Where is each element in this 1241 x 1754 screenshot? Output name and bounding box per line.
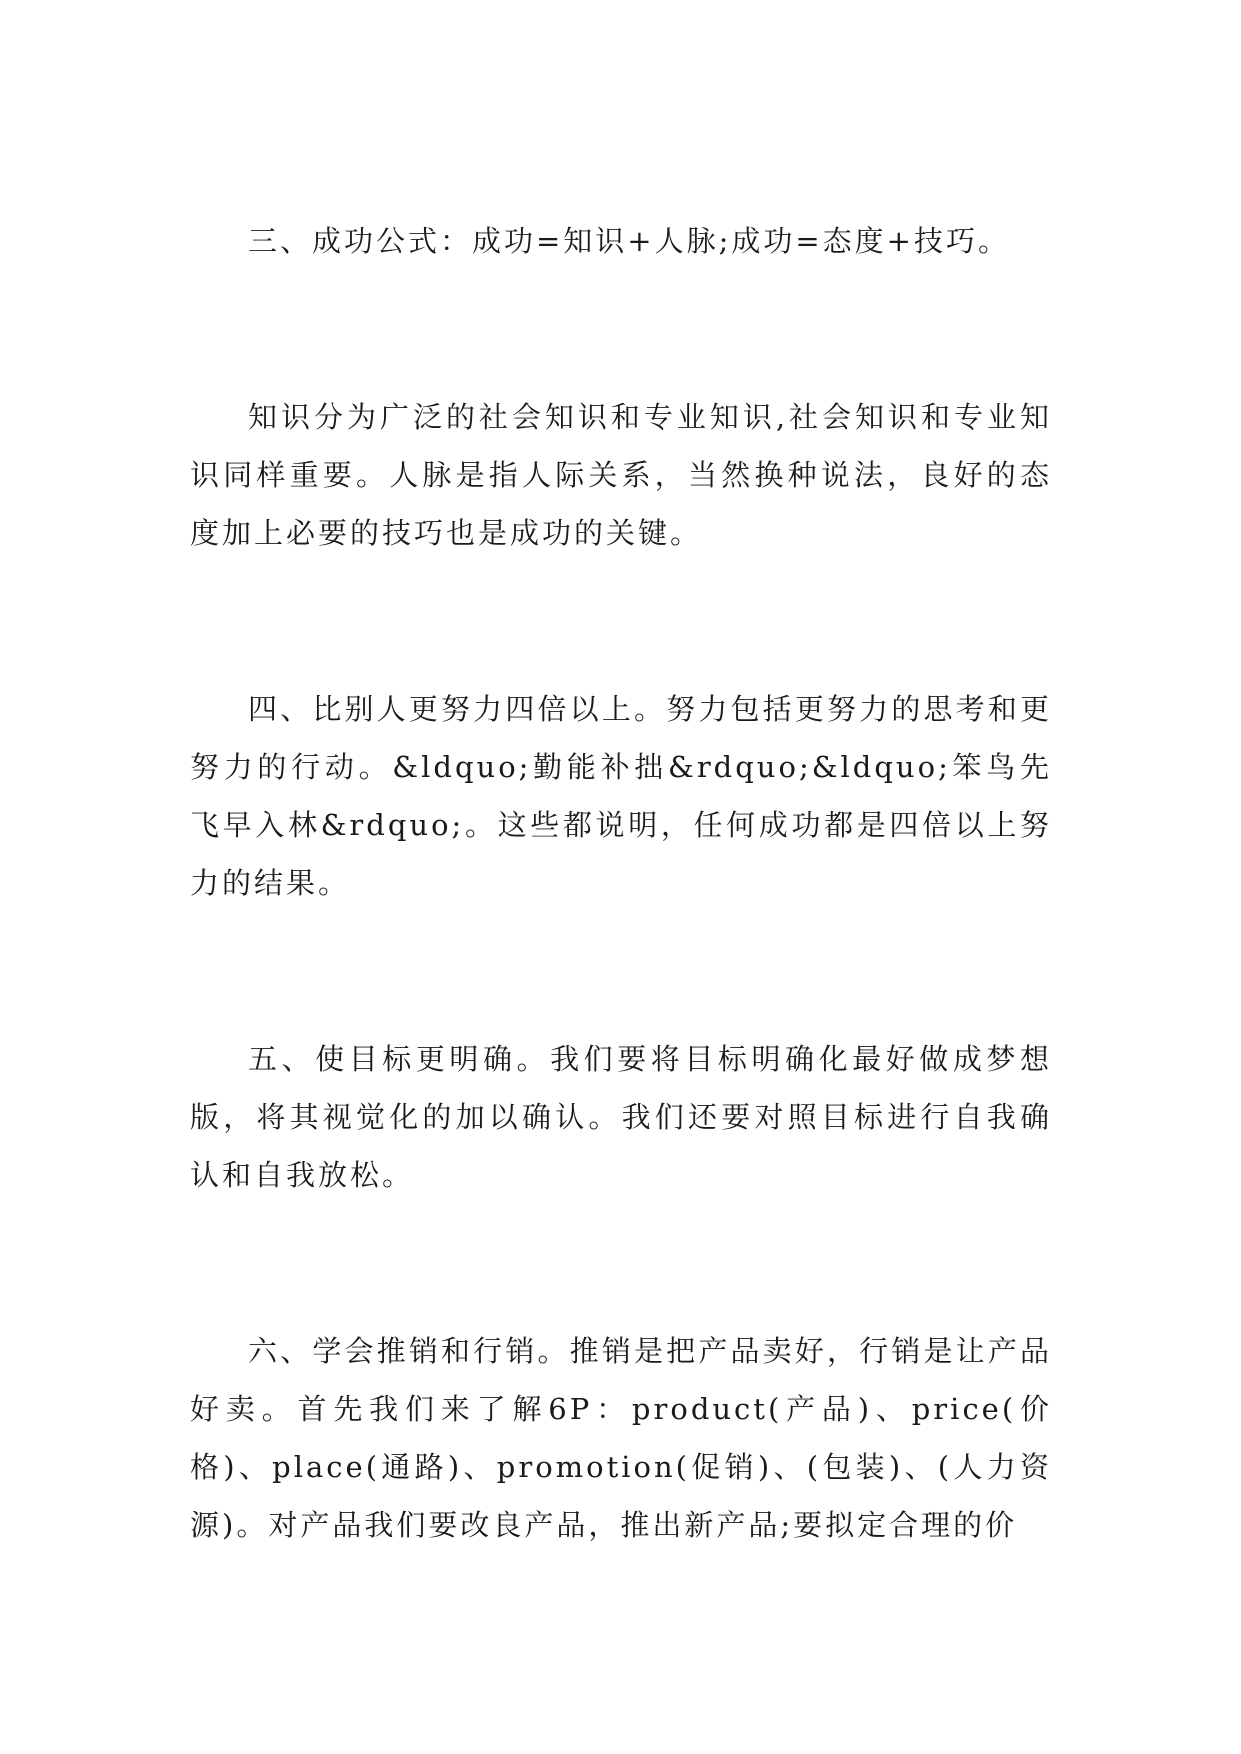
paragraph-effort: 四、比别人更努力四倍以上。努力包括更努力的思考和更努力的行动。&ldquo;勤能补拙&rdquo;&ldquo;笨鸟先飞早入林&rdquo;。这些都说明，任何成功都是四倍以上努力的结果。	[190, 692, 1052, 900]
paragraph-goals: 五、使目标更明确。我们要将目标明确化最好做成梦想版，将其视觉化的加以确认。我们还要对照目标进行自我确认和自我放松。	[190, 1042, 1052, 1192]
paragraph-marketing: 六、学会推销和行销。推销是把产品卖好，行销是让产品好卖。首先我们来了解6P：product(产品)、price(价格)、place(通路)、promotion(促销)、(包装)、(人力资源)。对产品我们要改良产品，推出新产品;要拟定合理的价	[190, 1334, 1052, 1542]
paragraph-knowledge: 知识分为广泛的社会知识和专业知识,社会知识和专业知识同样重要。人脉是指人际关系，当然换种说法，良好的态度加上必要的技巧也是成功的关键。	[190, 400, 1052, 550]
paragraph-success-formula: 三、成功公式：成功=知识+人脉;成功=态度+技巧。	[248, 224, 1010, 258]
document-body	[190, 212, 1052, 1554]
